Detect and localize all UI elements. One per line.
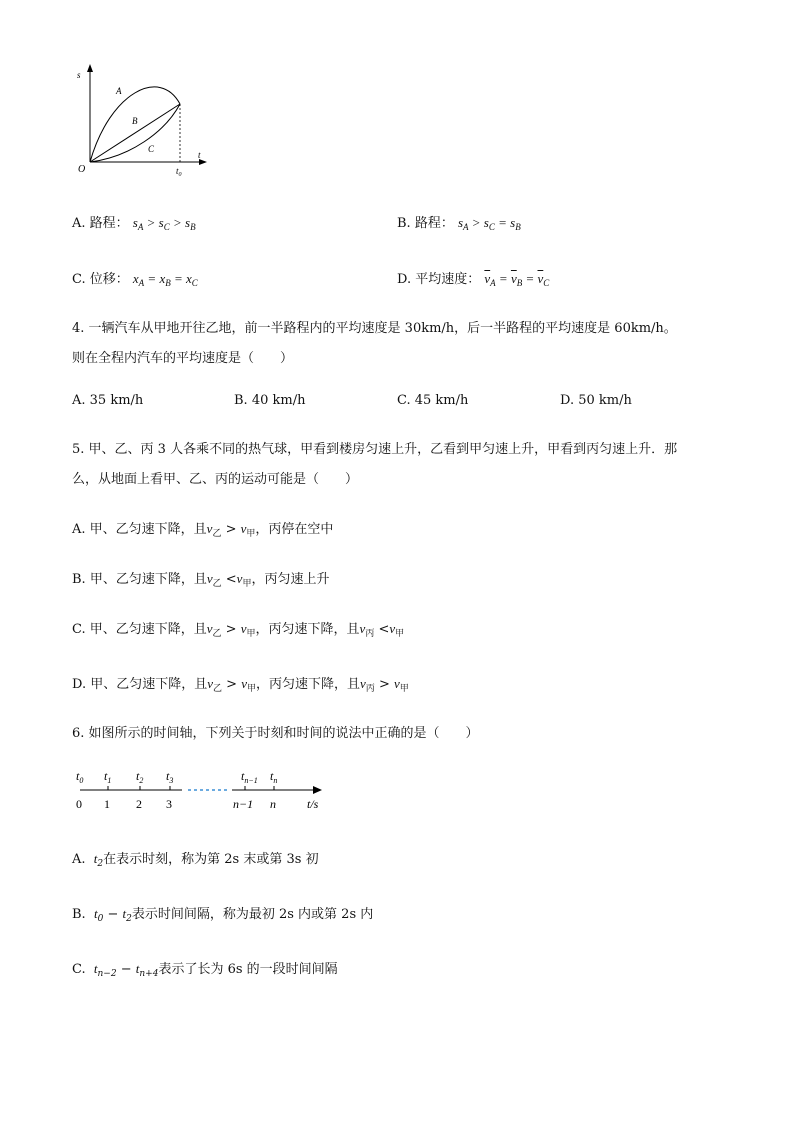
axis-bottom-label: n [270, 797, 276, 811]
st-graph [70, 62, 220, 182]
curve-b-label: B [132, 116, 138, 126]
curve-a-label: A [116, 86, 122, 96]
t-label: t [198, 150, 201, 160]
t0-label: $t_0$ [176, 166, 182, 178]
q5-stem-line2: 么，从地面上看甲、乙、丙的运动可能是（ ） [72, 472, 359, 487]
q3-option-a-math: $s_A > s_C > s_B$ [132, 215, 196, 232]
q6-option-c[interactable]: C. $t_{n-2} - t_{n+4}$表示了长为 6s 的一段时间间隔 [72, 961, 338, 979]
q6-stem: 6. 如图所示的时间轴，下列关于时刻和时间的说法中正确的是（ ） [72, 726, 479, 741]
axis-unit-label: t/s [307, 797, 319, 811]
time-axis-figure [70, 766, 340, 816]
q4-option-a[interactable]: A. 35 km/h [72, 393, 144, 408]
q6-option-b[interactable]: B. $t_0 - t_2$表示时间间隔，称为最初 2s 内或第 2s 内 [72, 906, 374, 924]
axis-bottom-label: n−1 [233, 797, 254, 811]
axis-top-label: $t_2$ [136, 769, 144, 785]
axis-top-label: $t_{n-1}$ [241, 769, 258, 785]
q5-option-a[interactable]: A. 甲、乙匀速下降，且$v_乙 > v_甲$，丙停在空中 [72, 521, 334, 539]
curve-c-label: C [148, 144, 155, 154]
axis-top-label: $t_0$ [76, 769, 84, 785]
q5-option-b[interactable]: B. 甲、乙匀速下降，且$v_乙 <v_甲$，丙匀速上升 [72, 571, 330, 589]
axis-top-label: $t_n$ [270, 769, 278, 785]
q3-option-a[interactable] [72, 212, 196, 232]
q3-option-d-prefix: D. 平均速度： [397, 272, 481, 287]
q3-option-c[interactable] [72, 268, 198, 288]
q5-option-d-pre: D. 甲、乙匀速下降，且 [72, 677, 208, 692]
q3-option-b-prefix: B. 路程： [397, 216, 454, 231]
q5-option-c[interactable]: C. 甲、乙匀速下降，且$v_乙 > v_甲$，丙匀速下降，且$v_丙 <v_甲$ [72, 621, 405, 639]
s-axis-arrow [87, 64, 93, 72]
s-label: s [77, 70, 81, 80]
axis-bottom-label: 2 [136, 797, 142, 811]
q4-option-d[interactable]: D. 50 km/h [560, 393, 632, 408]
q3-option-d[interactable] [397, 268, 549, 288]
q4-stem-line2: 则在全程内汽车的平均速度是（ ） [72, 351, 294, 366]
q4-option-b[interactable]: B. 40 km/h [234, 393, 306, 408]
axis-top-label: $t_3$ [166, 769, 174, 785]
q3-option-d-math: $\overline{v}_A = \overline{v}_B = \overline{v}_C$ [484, 271, 550, 288]
axis-bottom-label: 3 [166, 797, 172, 811]
line-b [90, 104, 180, 162]
q5-option-c-pre: C. 甲、乙匀速下降，且 [72, 622, 207, 637]
q3-option-c-math: $x_A = x_B = x_C$ [132, 271, 198, 288]
q6-option-a[interactable]: A. $t_2$在表示时刻，称为第 2s 末或第 3s 初 [72, 851, 319, 869]
q4-option-c[interactable]: C. 45 km/h [397, 393, 469, 408]
q5-option-d[interactable]: D. 甲、乙匀速下降，且$v_乙 > v_甲$，丙匀速下降，且$v_丙 > v_甲$ [72, 676, 409, 694]
q3-option-c-prefix: C. 位移： [72, 272, 129, 287]
q3-option-b[interactable] [397, 212, 521, 232]
q5-stem-line1: 5. 甲、乙、丙 3 人各乘不同的热气球，甲看到楼房匀速上升，乙看到甲匀速上升，甲看到丙匀速上升．那 [72, 442, 678, 457]
q3-option-b-math: $s_A > s_C = s_B$ [457, 215, 521, 232]
q5-option-b-pre: B. 甲、乙匀速下降，且 [72, 572, 207, 587]
q5-option-a-post: ，丙停在空中 [255, 522, 334, 537]
q3-option-a-prefix: A. 路程： [72, 216, 129, 231]
axis-bottom-label: 0 [76, 797, 82, 811]
axis-top-label: $t_1$ [104, 769, 112, 785]
q5-option-b-post: ，丙匀速上升 [251, 572, 330, 587]
q5-option-a-pre: A. 甲、乙匀速下降，且 [72, 522, 207, 537]
axis-bottom-label: 1 [104, 797, 110, 811]
origin-label: O [78, 164, 86, 175]
q4-stem-line1: 4. 一辆汽车从甲地开往乙地，前一半路程内的平均速度是 30km/h，后一半路程的平均速度是 60km/h。 [72, 321, 677, 336]
time-axis-arrow [313, 786, 322, 794]
